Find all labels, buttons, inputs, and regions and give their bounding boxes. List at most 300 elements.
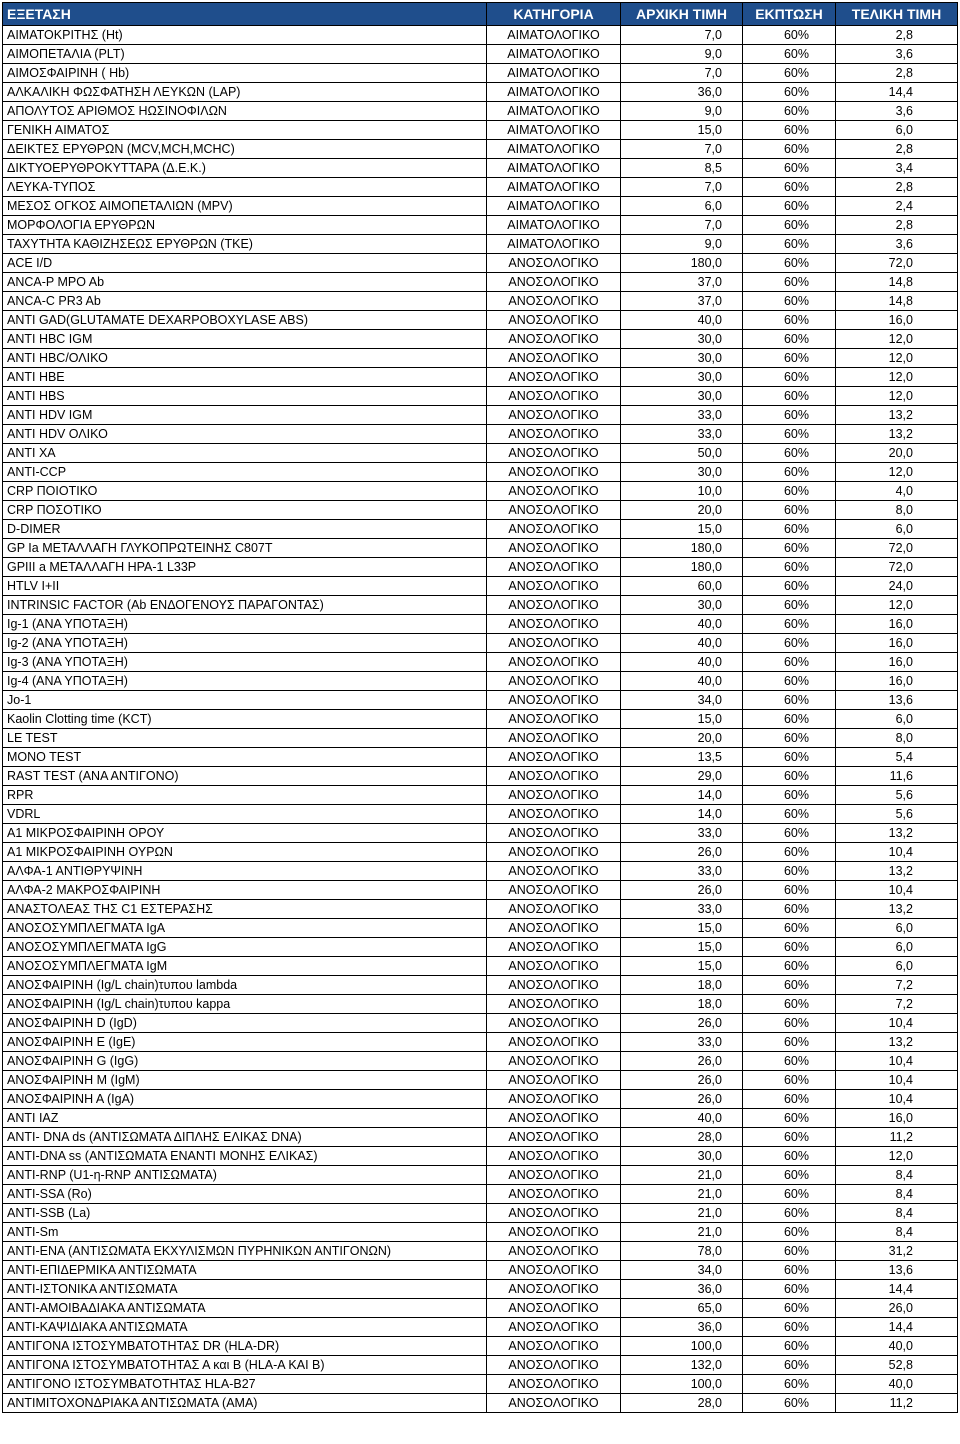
cell-category: ΑΙΜΑΤΟΛΟΓΙΚΟ (487, 140, 621, 159)
cell-discount: 60% (743, 881, 836, 900)
cell-exam: RPR (3, 786, 487, 805)
cell-category: ΑΝΟΣΟΛΟΓΙΚΟ (487, 1033, 621, 1052)
cell-initial-price: 78,0 (621, 1242, 743, 1261)
cell-final-price: 12,0 (836, 1147, 958, 1166)
cell-category: ΑΝΟΣΟΛΟΓΙΚΟ (487, 311, 621, 330)
cell-exam: Kaolin Clotting time (KCT) (3, 710, 487, 729)
cell-exam: GPIII a ΜΕΤΑΛΛΑΓΗ HPA-1 L33P (3, 558, 487, 577)
cell-final-price: 2,8 (836, 216, 958, 235)
cell-exam: Ig-4 (ΑΝΑ ΥΠΟΤΑΞΗ) (3, 672, 487, 691)
cell-category: ΑΝΟΣΟΛΟΓΙΚΟ (487, 1394, 621, 1413)
cell-initial-price: 132,0 (621, 1356, 743, 1375)
price-table (2, 2, 958, 1413)
cell-discount: 60% (743, 957, 836, 976)
cell-initial-price: 7,0 (621, 178, 743, 197)
table-row (3, 691, 958, 710)
cell-category: ΑΝΟΣΟΛΟΓΙΚΟ (487, 1052, 621, 1071)
cell-final-price: 16,0 (836, 311, 958, 330)
table-body (3, 26, 958, 1413)
cell-discount: 60% (743, 577, 836, 596)
cell-discount: 60% (743, 843, 836, 862)
cell-final-price: 13,2 (836, 824, 958, 843)
cell-discount: 60% (743, 919, 836, 938)
table-row (3, 26, 958, 45)
cell-exam: ΑΝΑΣΤΟΛΕΑΣ ΤΗΣ C1 ΕΣΤΕΡΑΣΗΣ (3, 900, 487, 919)
table-row (3, 349, 958, 368)
cell-exam: ANTI GAD(GLUTAMATE DEXARPOBOXYLASE ABS) (3, 311, 487, 330)
table-row (3, 653, 958, 672)
cell-category: ΑΝΟΣΟΛΟΓΙΚΟ (487, 995, 621, 1014)
cell-discount: 60% (743, 121, 836, 140)
cell-discount: 60% (743, 1147, 836, 1166)
cell-initial-price: 33,0 (621, 406, 743, 425)
table-row (3, 1090, 958, 1109)
table-row (3, 216, 958, 235)
cell-discount: 60% (743, 767, 836, 786)
cell-final-price: 2,8 (836, 178, 958, 197)
cell-discount: 60% (743, 862, 836, 881)
header-initial-price: ΑΡΧΙΚΗ ΤΙΜΗ (621, 3, 743, 26)
cell-initial-price: 180,0 (621, 558, 743, 577)
cell-initial-price: 15,0 (621, 919, 743, 938)
table-row (3, 1185, 958, 1204)
cell-initial-price: 7,0 (621, 216, 743, 235)
cell-exam: ΑΝΤΙ-ΚΑΨΙΔΙΑΚΑ ΑΝΤΙΣΩΜΑΤΑ (3, 1318, 487, 1337)
cell-final-price: 2,8 (836, 140, 958, 159)
cell-discount: 60% (743, 729, 836, 748)
table-row (3, 273, 958, 292)
table-row (3, 1014, 958, 1033)
cell-category: ΑΙΜΑΤΟΛΟΓΙΚΟ (487, 45, 621, 64)
table-row (3, 235, 958, 254)
cell-exam: ΑΛΦΑ-1 ΑΝΤΙΘΡΥΨΙΝΗ (3, 862, 487, 881)
table-row (3, 1033, 958, 1052)
cell-discount: 60% (743, 368, 836, 387)
cell-initial-price: 15,0 (621, 121, 743, 140)
table-row (3, 596, 958, 615)
cell-final-price: 6,0 (836, 520, 958, 539)
cell-category: ΑΙΜΑΤΟΛΟΓΙΚΟ (487, 178, 621, 197)
cell-initial-price: 30,0 (621, 596, 743, 615)
cell-category: ΑΝΟΣΟΛΟΓΙΚΟ (487, 938, 621, 957)
cell-category: ΑΝΟΣΟΛΟΓΙΚΟ (487, 1337, 621, 1356)
cell-discount: 60% (743, 1375, 836, 1394)
cell-final-price: 10,4 (836, 1071, 958, 1090)
cell-discount: 60% (743, 976, 836, 995)
cell-initial-price: 9,0 (621, 102, 743, 121)
table-row (3, 1128, 958, 1147)
cell-final-price: 13,2 (836, 862, 958, 881)
cell-initial-price: 29,0 (621, 767, 743, 786)
cell-exam: ΑΝΤΙ-ΑΜΟΙΒΑΔΙΑΚΑ ΑΝΤΙΣΩΜΑΤΑ (3, 1299, 487, 1318)
cell-category: ΑΝΟΣΟΛΟΓΙΚΟ (487, 843, 621, 862)
cell-final-price: 12,0 (836, 463, 958, 482)
table-row (3, 1337, 958, 1356)
cell-category: ΑΝΟΣΟΛΟΓΙΚΟ (487, 1014, 621, 1033)
cell-discount: 60% (743, 235, 836, 254)
cell-category: ΑΝΟΣΟΛΟΓΙΚΟ (487, 1261, 621, 1280)
cell-final-price: 3,6 (836, 102, 958, 121)
cell-discount: 60% (743, 159, 836, 178)
cell-discount: 60% (743, 672, 836, 691)
cell-category: ΑΝΟΣΟΛΟΓΙΚΟ (487, 976, 621, 995)
cell-final-price: 12,0 (836, 368, 958, 387)
cell-category: ΑΝΟΣΟΛΟΓΙΚΟ (487, 1318, 621, 1337)
cell-exam: VDRL (3, 805, 487, 824)
table-row (3, 1356, 958, 1375)
cell-final-price: 4,0 (836, 482, 958, 501)
table-row (3, 178, 958, 197)
cell-category: ΑΙΜΑΤΟΛΟΓΙΚΟ (487, 64, 621, 83)
cell-final-price: 31,2 (836, 1242, 958, 1261)
cell-final-price: 13,2 (836, 425, 958, 444)
cell-exam: D-DIMER (3, 520, 487, 539)
cell-final-price: 16,0 (836, 615, 958, 634)
cell-initial-price: 30,0 (621, 330, 743, 349)
cell-discount: 60% (743, 26, 836, 45)
cell-exam: ΑΝΟΣΦΑΙΡΙΝΗ Α (IgA) (3, 1090, 487, 1109)
cell-exam: ANTI HDV IGM (3, 406, 487, 425)
cell-category: ΑΝΟΣΟΛΟΓΙΚΟ (487, 1128, 621, 1147)
table-row (3, 786, 958, 805)
table-row (3, 1394, 958, 1413)
cell-exam: ΑΠΟΛΥΤΟΣ ΑΡΙΘΜΟΣ ΗΩΣΙΝΟΦΙΛΩΝ (3, 102, 487, 121)
cell-category: ΑΝΟΣΟΛΟΓΙΚΟ (487, 919, 621, 938)
cell-final-price: 6,0 (836, 957, 958, 976)
table-row (3, 387, 958, 406)
cell-initial-price: 20,0 (621, 501, 743, 520)
cell-final-price: 10,4 (836, 881, 958, 900)
cell-initial-price: 30,0 (621, 463, 743, 482)
cell-final-price: 13,2 (836, 406, 958, 425)
cell-exam: ANTI-SSB (La) (3, 1204, 487, 1223)
table-row (3, 539, 958, 558)
cell-discount: 60% (743, 653, 836, 672)
cell-discount: 60% (743, 311, 836, 330)
table-row (3, 881, 958, 900)
cell-final-price: 12,0 (836, 349, 958, 368)
table-row (3, 425, 958, 444)
cell-category: ΑΝΟΣΟΛΟΓΙΚΟ (487, 710, 621, 729)
cell-discount: 60% (743, 254, 836, 273)
table-row (3, 1318, 958, 1337)
cell-discount: 60% (743, 425, 836, 444)
cell-discount: 60% (743, 444, 836, 463)
table-row (3, 254, 958, 273)
cell-category: ΑΝΟΣΟΛΟΓΙΚΟ (487, 1356, 621, 1375)
cell-discount: 60% (743, 1109, 836, 1128)
cell-discount: 60% (743, 786, 836, 805)
cell-exam: ΑΝΤΙΓΟΝΑ ΙΣΤΟΣΥΜΒΑΤΟΤΗΤΑΣ Α και Β (HLA-A ΚΑΙ Β) (3, 1356, 487, 1375)
cell-exam: ANTI-RNP (U1-η-RNP ΑΝΤΙΣΩΜΑΤΑ) (3, 1166, 487, 1185)
cell-discount: 60% (743, 64, 836, 83)
cell-exam: ΑΝΟΣΦΑΙΡΙΝΗ Ε (IgE) (3, 1033, 487, 1052)
table-row (3, 710, 958, 729)
cell-final-price: 16,0 (836, 1109, 958, 1128)
cell-initial-price: 21,0 (621, 1204, 743, 1223)
table-row (3, 140, 958, 159)
cell-initial-price: 15,0 (621, 957, 743, 976)
cell-final-price: 24,0 (836, 577, 958, 596)
cell-discount: 60% (743, 1090, 836, 1109)
cell-initial-price: 9,0 (621, 45, 743, 64)
table-row (3, 1242, 958, 1261)
table-row (3, 520, 958, 539)
cell-discount: 60% (743, 1166, 836, 1185)
cell-exam: LE TEST (3, 729, 487, 748)
cell-exam: ΑΝΤΙ-ΕΝΑ (ΑΝΤΙΣΩΜΑΤΑ ΕΚΧΥΛΙΣΜΩΝ ΠΥΡΗΝΙΚΩΝ ΑΝΤΙΓΟΝΩΝ) (3, 1242, 487, 1261)
cell-final-price: 3,4 (836, 159, 958, 178)
cell-category: ΑΝΟΣΟΛΟΓΙΚΟ (487, 1071, 621, 1090)
cell-initial-price: 37,0 (621, 292, 743, 311)
cell-exam: ANTI-DNA ss (ΑΝΤΙΣΩΜΑΤΑ ΕΝΑΝΤΙ ΜΟΝΗΣ ΕΛΙΚΑΣ) (3, 1147, 487, 1166)
cell-exam: RAST TEST (ΑΝΑ ΑΝΤΙΓΟΝΟ) (3, 767, 487, 786)
table-row (3, 197, 958, 216)
cell-final-price: 10,4 (836, 1052, 958, 1071)
cell-discount: 60% (743, 1052, 836, 1071)
header-category: ΚΑΤΗΓΟΡΙΑ (487, 3, 621, 26)
cell-discount: 60% (743, 995, 836, 1014)
cell-initial-price: 15,0 (621, 710, 743, 729)
cell-discount: 60% (743, 102, 836, 121)
cell-initial-price: 20,0 (621, 729, 743, 748)
table-row (3, 1299, 958, 1318)
cell-discount: 60% (743, 691, 836, 710)
cell-discount: 60% (743, 1185, 836, 1204)
cell-final-price: 14,8 (836, 273, 958, 292)
cell-exam: INTRINSIC FACTOR (Ab ΕΝΔΟΓΕΝΟΥΣ ΠΑΡΑΓΟΝΤΑΣ) (3, 596, 487, 615)
cell-category: ΑΙΜΑΤΟΛΟΓΙΚΟ (487, 159, 621, 178)
cell-category: ΑΝΟΣΟΛΟΓΙΚΟ (487, 1242, 621, 1261)
cell-exam: ΑΛΚΑΛΙΚΗ ΦΩΣΦΑΤΗΣΗ ΛΕΥΚΩΝ (LAP) (3, 83, 487, 102)
cell-exam: HTLV I+II (3, 577, 487, 596)
cell-discount: 60% (743, 1033, 836, 1052)
table-row (3, 615, 958, 634)
cell-category: ΑΝΟΣΟΛΟΓΙΚΟ (487, 1223, 621, 1242)
cell-exam: ΑΝΟΣΦΑΙΡΙΝΗ D (IgD) (3, 1014, 487, 1033)
cell-category: ΑΝΟΣΟΛΟΓΙΚΟ (487, 957, 621, 976)
cell-final-price: 2,4 (836, 197, 958, 216)
cell-exam: Jo-1 (3, 691, 487, 710)
cell-exam: ΑΝΤΙΜΙΤΟΧΟΝΔΡΙΑΚΑ ΑΝΤΙΣΩΜΑΤΑ (ΑΜΑ) (3, 1394, 487, 1413)
cell-discount: 60% (743, 1242, 836, 1261)
cell-initial-price: 100,0 (621, 1337, 743, 1356)
cell-final-price: 14,4 (836, 1318, 958, 1337)
table-row (3, 1261, 958, 1280)
cell-initial-price: 21,0 (621, 1185, 743, 1204)
cell-exam: ΑΝΤΙΓΟΝΑ ΙΣΤΟΣΥΜΒΑΤΟΤΗΤΑΣ DR (HLA-DR) (3, 1337, 487, 1356)
cell-final-price: 3,6 (836, 45, 958, 64)
cell-discount: 60% (743, 900, 836, 919)
cell-final-price: 6,0 (836, 710, 958, 729)
table-row (3, 1280, 958, 1299)
cell-final-price: 10,4 (836, 843, 958, 862)
header-exam: ΕΞΕΤΑΣΗ (3, 3, 487, 26)
cell-initial-price: 36,0 (621, 1280, 743, 1299)
cell-exam: ΑΛΦΑ-2 ΜΑΚΡΟΣΦΑΙΡΙΝΗ (3, 881, 487, 900)
cell-final-price: 13,6 (836, 691, 958, 710)
cell-initial-price: 180,0 (621, 254, 743, 273)
cell-final-price: 12,0 (836, 330, 958, 349)
cell-discount: 60% (743, 520, 836, 539)
cell-category: ΑΝΟΣΟΛΟΓΙΚΟ (487, 406, 621, 425)
cell-discount: 60% (743, 1223, 836, 1242)
cell-final-price: 13,2 (836, 1033, 958, 1052)
cell-category: ΑΝΟΣΟΛΟΓΙΚΟ (487, 1280, 621, 1299)
cell-exam: Α1 ΜΙΚΡΟΣΦΑΙΡΙΝΗ ΟΥΡΩΝ (3, 843, 487, 862)
cell-exam: ANTI HDV ΟΛΙΚΟ (3, 425, 487, 444)
cell-category: ΑΝΟΣΟΛΟΓΙΚΟ (487, 254, 621, 273)
cell-final-price: 26,0 (836, 1299, 958, 1318)
cell-discount: 60% (743, 1337, 836, 1356)
cell-initial-price: 8,5 (621, 159, 743, 178)
cell-category: ΑΝΟΣΟΛΟΓΙΚΟ (487, 615, 621, 634)
cell-discount: 60% (743, 710, 836, 729)
table-row (3, 748, 958, 767)
cell-initial-price: 34,0 (621, 691, 743, 710)
cell-discount: 60% (743, 463, 836, 482)
cell-discount: 60% (743, 615, 836, 634)
cell-discount: 60% (743, 1261, 836, 1280)
cell-final-price: 14,4 (836, 83, 958, 102)
cell-category: ΑΝΟΣΟΛΟΓΙΚΟ (487, 558, 621, 577)
cell-discount: 60% (743, 805, 836, 824)
cell-category: ΑΙΜΑΤΟΛΟΓΙΚΟ (487, 26, 621, 45)
cell-exam: ΛΕΥΚΑ-ΤΥΠΟΣ (3, 178, 487, 197)
table-row (3, 159, 958, 178)
cell-initial-price: 40,0 (621, 615, 743, 634)
cell-discount: 60% (743, 330, 836, 349)
cell-exam: ΔΙΚΤΥΟΕΡΥΘΡΟΚΥΤΤΑΡΑ (Δ.Ε.Κ.) (3, 159, 487, 178)
cell-initial-price: 36,0 (621, 1318, 743, 1337)
cell-exam: ΜΕΣΟΣ ΟΓΚΟΣ ΑΙΜΟΠΕΤΑΛΙΩΝ (MPV) (3, 197, 487, 216)
cell-category: ΑΝΟΣΟΛΟΓΙΚΟ (487, 596, 621, 615)
cell-final-price: 16,0 (836, 653, 958, 672)
cell-initial-price: 50,0 (621, 444, 743, 463)
cell-exam: GP Ia ΜΕΤΑΛΛΑΓΗ ΓΛΥΚΟΠΡΩΤΕΙΝΗΣ C807T (3, 539, 487, 558)
cell-category: ΑΝΟΣΟΛΟΓΙΚΟ (487, 786, 621, 805)
cell-category: ΑΝΟΣΟΛΟΓΙΚΟ (487, 482, 621, 501)
cell-initial-price: 37,0 (621, 273, 743, 292)
cell-discount: 60% (743, 83, 836, 102)
cell-category: ΑΝΟΣΟΛΟΓΙΚΟ (487, 900, 621, 919)
cell-category: ΑΝΟΣΟΛΟΓΙΚΟ (487, 1166, 621, 1185)
cell-initial-price: 28,0 (621, 1394, 743, 1413)
cell-initial-price: 26,0 (621, 1071, 743, 1090)
cell-initial-price: 26,0 (621, 1090, 743, 1109)
cell-final-price: 13,6 (836, 1261, 958, 1280)
table-row (3, 292, 958, 311)
cell-exam: Α1 ΜΙΚΡΟΣΦΑΙΡΙΝΗ ΟΡΟΥ (3, 824, 487, 843)
cell-initial-price: 33,0 (621, 862, 743, 881)
cell-final-price: 16,0 (836, 672, 958, 691)
cell-final-price: 8,4 (836, 1223, 958, 1242)
table-row (3, 938, 958, 957)
cell-category: ΑΝΟΣΟΛΟΓΙΚΟ (487, 501, 621, 520)
cell-exam: ANTI-Sm (3, 1223, 487, 1242)
cell-exam: CRP ΠΟΙΟΤΙΚΟ (3, 482, 487, 501)
cell-exam: ΑΙΜΟΠΕΤΑΛΙΑ (PLT) (3, 45, 487, 64)
cell-final-price: 11,2 (836, 1394, 958, 1413)
cell-category: ΑΙΜΑΤΟΛΟΓΙΚΟ (487, 83, 621, 102)
cell-discount: 60% (743, 1204, 836, 1223)
table-row (3, 672, 958, 691)
cell-exam: ΑΝΤΙ-ΙΣΤΟΝΙΚΑ ΑΝΤΙΣΩΜΑΤΑ (3, 1280, 487, 1299)
cell-initial-price: 26,0 (621, 881, 743, 900)
table-row (3, 1052, 958, 1071)
cell-category: ΑΝΟΣΟΛΟΓΙΚΟ (487, 577, 621, 596)
cell-category: ΑΝΟΣΟΛΟΓΙΚΟ (487, 1375, 621, 1394)
cell-discount: 60% (743, 539, 836, 558)
cell-initial-price: 15,0 (621, 938, 743, 957)
table-row (3, 330, 958, 349)
cell-final-price: 6,0 (836, 121, 958, 140)
cell-initial-price: 14,0 (621, 805, 743, 824)
cell-category: ΑΝΟΣΟΛΟΓΙΚΟ (487, 1204, 621, 1223)
cell-category: ΑΝΟΣΟΛΟΓΙΚΟ (487, 1109, 621, 1128)
cell-exam: ANTI-CCP (3, 463, 487, 482)
cell-final-price: 6,0 (836, 919, 958, 938)
cell-exam: ΜΟΡΦΟΛΟΓΙΑ ΕΡΥΘΡΩΝ (3, 216, 487, 235)
cell-exam: ANCA-C PR3 Ab (3, 292, 487, 311)
cell-exam: ANTI XA (3, 444, 487, 463)
cell-initial-price: 36,0 (621, 83, 743, 102)
cell-final-price: 11,2 (836, 1128, 958, 1147)
table-row (3, 1071, 958, 1090)
cell-initial-price: 180,0 (621, 539, 743, 558)
cell-category: ΑΝΟΣΟΛΟΓΙΚΟ (487, 1299, 621, 1318)
cell-initial-price: 33,0 (621, 425, 743, 444)
cell-initial-price: 60,0 (621, 577, 743, 596)
cell-final-price: 3,6 (836, 235, 958, 254)
cell-exam: ΑΝΟΣΟΣΥΜΠΛΕΓΜΑΤΑ IgM (3, 957, 487, 976)
cell-initial-price: 10,0 (621, 482, 743, 501)
table-row (3, 577, 958, 596)
cell-exam: ΑΝΟΣΦΑΙΡΙΝΗ G (IgG) (3, 1052, 487, 1071)
cell-initial-price: 33,0 (621, 900, 743, 919)
cell-discount: 60% (743, 1318, 836, 1337)
cell-initial-price: 34,0 (621, 1261, 743, 1280)
cell-category: ΑΝΟΣΟΛΟΓΙΚΟ (487, 672, 621, 691)
cell-final-price: 7,2 (836, 995, 958, 1014)
cell-discount: 60% (743, 273, 836, 292)
cell-discount: 60% (743, 178, 836, 197)
cell-category: ΑΙΜΑΤΟΛΟΓΙΚΟ (487, 216, 621, 235)
table-row (3, 1109, 958, 1128)
cell-category: ΑΝΟΣΟΛΟΓΙΚΟ (487, 1185, 621, 1204)
cell-category: ΑΝΟΣΟΛΟΓΙΚΟ (487, 1147, 621, 1166)
cell-category: ΑΝΟΣΟΛΟΓΙΚΟ (487, 292, 621, 311)
cell-initial-price: 7,0 (621, 64, 743, 83)
cell-discount: 60% (743, 1280, 836, 1299)
cell-exam: Ig-3 (ΑΝΑ ΥΠΟΤΑΞΗ) (3, 653, 487, 672)
table-row (3, 45, 958, 64)
cell-initial-price: 30,0 (621, 368, 743, 387)
cell-initial-price: 26,0 (621, 1052, 743, 1071)
cell-initial-price: 65,0 (621, 1299, 743, 1318)
cell-exam: Ig-1 (ΑΝΑ ΥΠΟΤΑΞΗ) (3, 615, 487, 634)
table-row (3, 482, 958, 501)
cell-exam: ΑΙΜΑΤΟΚΡΙΤΗΣ (Ht) (3, 26, 487, 45)
cell-initial-price: 100,0 (621, 1375, 743, 1394)
cell-final-price: 8,4 (836, 1204, 958, 1223)
cell-discount: 60% (743, 824, 836, 843)
cell-final-price: 8,4 (836, 1185, 958, 1204)
cell-final-price: 72,0 (836, 254, 958, 273)
cell-exam: ACE I/D (3, 254, 487, 273)
table-row (3, 919, 958, 938)
table-row (3, 767, 958, 786)
